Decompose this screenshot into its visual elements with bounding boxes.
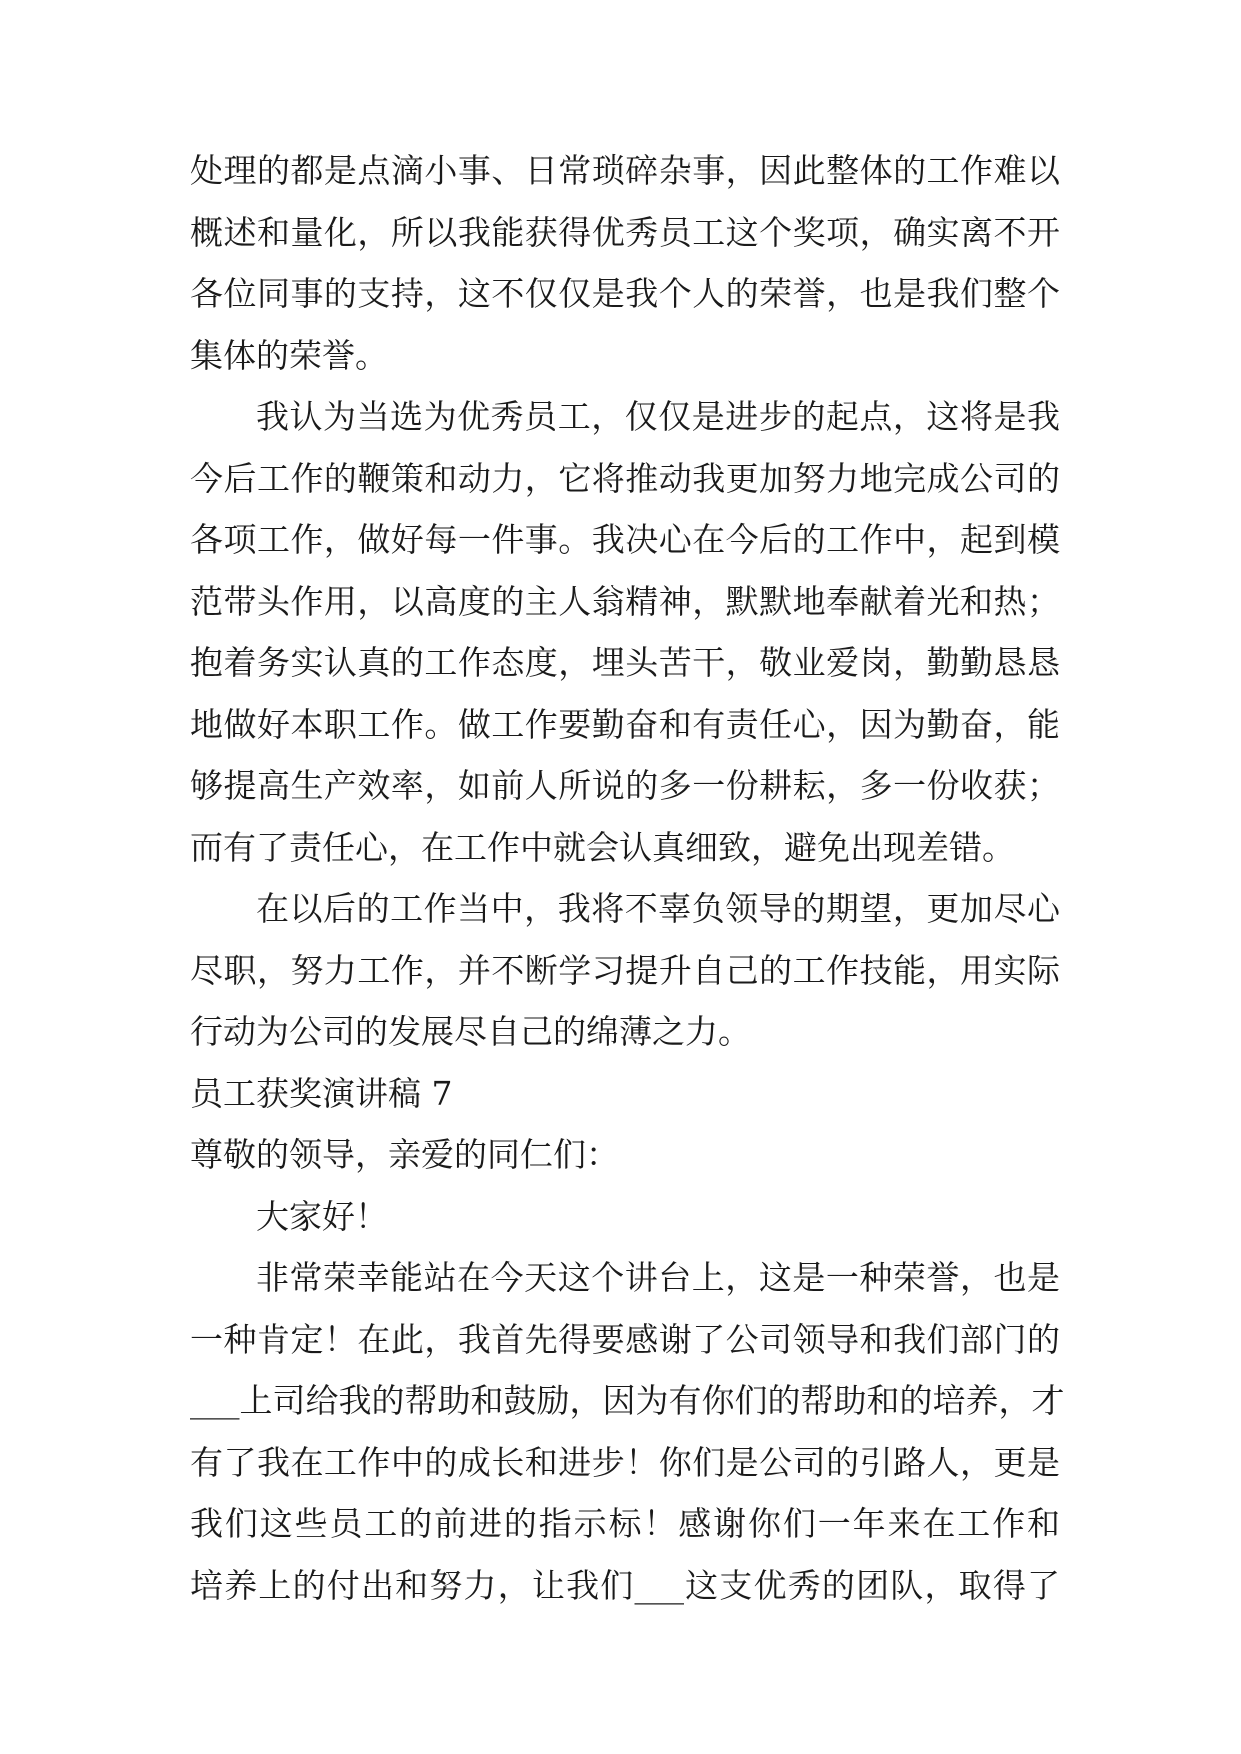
text-line: 概述和量化，所以我能获得优秀员工这个奖项，确实离不开	[190, 212, 1060, 252]
text-line: 集体的荣誉。	[190, 335, 388, 375]
text-line: 在以后的工作当中，我将不辜负领导的期望，更加尽心	[256, 889, 1060, 928]
document-body	[190, 140, 1065, 1616]
text-line: 今后工作的鞭策和动力，它将推动我更加努力地完成公司的	[190, 458, 1060, 498]
text-line: 而有了责任心，在工作中就会认真细致，避免出现差错。	[190, 827, 1015, 867]
text-line: 处理的都是点滴小事、日常琐碎杂事，因此整体的工作难以	[190, 151, 1060, 190]
text-line: ___上司给我的帮助和鼓励，因为有你们的帮助和的培养，才	[190, 1381, 1065, 1420]
text-line: 地做好本职工作。做工作要勤奋和有责任心，因为勤奋，能	[190, 704, 1060, 744]
text-line: 培养上的付出和努力，让我们___这支优秀的团队，取得了	[190, 1565, 1060, 1605]
text-line: 各位同事的支持，这不仅仅是我个人的荣誉，也是我们整个	[190, 274, 1060, 313]
text-line: 我们这些员工的前进的指示标！感谢你们一年来在工作和	[190, 1504, 1060, 1543]
text-line: 范带头作用，以高度的主人翁精神，默默地奉献着光和热；	[190, 581, 1060, 621]
text-line: 有了我在工作中的成长和进步！你们是公司的引路人，更是	[190, 1442, 1060, 1482]
text-line: 非常荣幸能站在今天这个讲台上，这是一种荣誉，也是	[256, 1258, 1060, 1297]
text-line: 尽职，努力工作，并不断学习提升自己的工作技能，用实际	[190, 950, 1060, 990]
text-line: 行动为公司的发展尽自己的绵薄之力。	[190, 1012, 751, 1051]
text-line: 我认为当选为优秀员工，仅仅是进步的起点，这将是我	[256, 397, 1060, 436]
text-line: 尊敬的领导，亲爱的同仁们：	[190, 1135, 619, 1174]
text-line: 抱着务实认真的工作态度，埋头苦干，敬业爱岗，勤勤恳恳	[190, 643, 1060, 682]
text-line: 各项工作，做好每一件事。我决心在今后的工作中，起到模	[190, 520, 1060, 559]
text-line: 大家好！	[256, 1196, 388, 1236]
text-line: 够提高生产效率，如前人所说的多一份耕耘，多一份收获；	[190, 766, 1060, 805]
text-line: 员工获奖演讲稿 7	[190, 1073, 453, 1113]
text-line: 一种肯定！在此，我首先得要感谢了公司领导和我们部门的	[190, 1319, 1060, 1359]
